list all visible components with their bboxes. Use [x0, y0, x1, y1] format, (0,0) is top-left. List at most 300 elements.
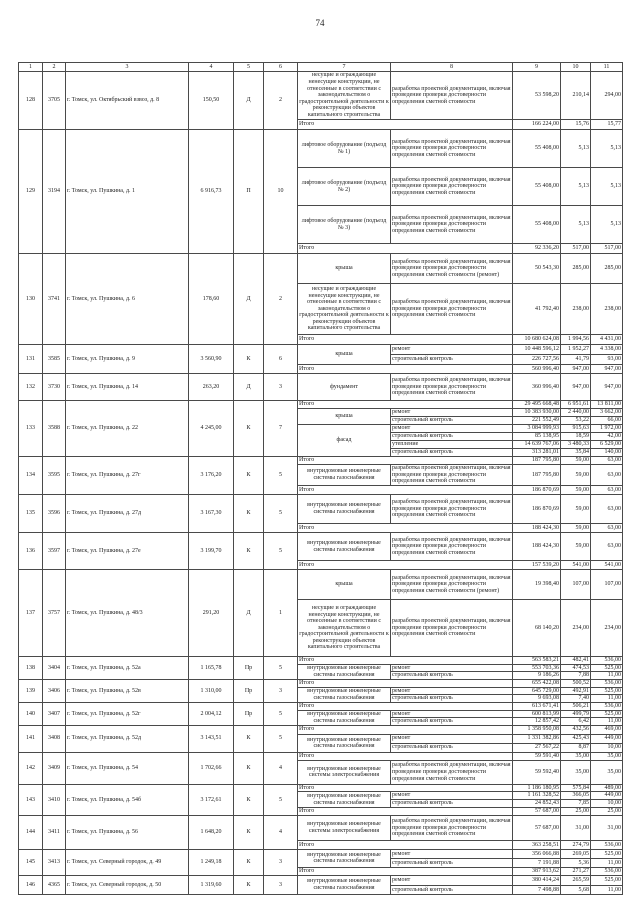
floors-cell: 5	[264, 657, 298, 680]
work-cell: ремонт	[391, 687, 513, 695]
work-cell: ремонт	[391, 792, 513, 800]
value-cell: 15,77	[591, 120, 623, 130]
work-cell: строительный контроль	[391, 672, 513, 680]
value-cell: 53 598,20	[513, 72, 561, 120]
area-cell: 6 916,73	[189, 130, 234, 254]
column-header-cell: 7	[298, 63, 391, 72]
value-cell: 525,00	[591, 710, 623, 718]
building-id-cell: 3597	[43, 533, 66, 570]
object-cell: лифтовое оборудование (подъезд № 1)	[298, 130, 391, 168]
work-cell: строительный контроль	[391, 695, 513, 703]
value-cell: 269,05	[561, 849, 591, 858]
type-cell: К	[234, 815, 264, 849]
value-cell: 31,00	[591, 815, 623, 840]
value-cell: 600 813,99	[513, 710, 561, 718]
value-cell: 19 398,40	[513, 570, 561, 600]
value-cell: 3 480,33	[561, 441, 591, 449]
itogo-cell: Итого	[298, 752, 513, 760]
floors-cell: 7	[264, 401, 298, 457]
table-row-line	[19, 401, 623, 409]
area-cell: 3 143,51	[189, 725, 234, 752]
address-cell: г. Томск, ул. Пушкина, д. 56	[66, 815, 189, 849]
floors-cell: 10	[264, 130, 298, 254]
value-cell: 613 671,41	[513, 702, 561, 710]
value-cell: 11,00	[591, 672, 623, 680]
object-cell: внутридомовые инженерные системы газоснабжения	[298, 465, 391, 486]
itogo-cell: Итого	[298, 524, 513, 533]
object-cell: внутридомовые инженерные системы электроснабжения	[298, 815, 391, 840]
value-cell: 5,13	[561, 130, 591, 168]
table-row-line	[19, 254, 623, 284]
value-cell: 6 529,00	[591, 441, 623, 449]
column-header-cell: 8	[391, 63, 513, 72]
value-cell: 63,00	[591, 457, 623, 465]
floors-cell: 3	[264, 374, 298, 401]
value-cell: 285,00	[591, 254, 623, 284]
address-cell: г. Томск, ул. Пушкина, д. 27д	[66, 495, 189, 533]
value-cell: 41,79	[561, 355, 591, 365]
value-cell: 55 408,00	[513, 130, 561, 168]
floors-cell: 3	[264, 875, 298, 894]
value-cell: 1 161 328,52	[513, 792, 561, 800]
column-header-cell: 11	[591, 63, 623, 72]
floors-cell: 2	[264, 254, 298, 345]
value-cell: 68 140,20	[513, 600, 561, 657]
value-cell: 655 422,08	[513, 679, 561, 687]
itogo-cell: Итого	[298, 784, 513, 792]
type-cell: Д	[234, 72, 264, 130]
value-cell: 482,41	[561, 657, 591, 665]
floors-cell: 4	[264, 752, 298, 784]
area-cell: 150,50	[189, 72, 234, 130]
area-cell: 3 167,30	[189, 495, 234, 533]
row-number-cell: 134	[19, 457, 43, 495]
value-cell: 506,21	[561, 702, 591, 710]
value-cell: 188 424,30	[513, 524, 561, 533]
building-id-cell: 3404	[43, 657, 66, 680]
value-cell: 500,52	[561, 679, 591, 687]
area-cell: 3 176,20	[189, 457, 234, 495]
value-cell: 7 498,88	[513, 885, 561, 894]
value-cell: 92 336,20	[513, 244, 561, 254]
row-number-cell: 129	[19, 130, 43, 254]
value-cell: 360 996,40	[513, 374, 561, 401]
building-id-cell: 3409	[43, 752, 66, 784]
value-cell: 536,00	[591, 679, 623, 687]
work-cell: разработка проектной документации, включая проведение проверки достоверности определения сметной стоимости	[391, 815, 513, 840]
value-cell: 59,00	[561, 495, 591, 524]
floors-cell: 3	[264, 849, 298, 875]
itogo-cell: Итого	[298, 365, 513, 374]
area-cell: 3 560,90	[189, 345, 234, 374]
value-cell: 536,00	[591, 702, 623, 710]
table-row-line	[19, 374, 623, 401]
value-cell: 55 408,00	[513, 206, 561, 244]
value-cell: 525,00	[591, 687, 623, 695]
value-cell: 536,00	[591, 840, 623, 849]
type-cell: П	[234, 130, 264, 254]
work-cell: строительный контроль	[391, 885, 513, 894]
table-row-line	[19, 725, 623, 734]
floors-cell: 5	[264, 457, 298, 495]
area-cell: 1 702,66	[189, 752, 234, 784]
value-cell: 63,00	[591, 465, 623, 486]
value-cell: 157 539,20	[513, 561, 561, 570]
floors-cell: 1	[264, 570, 298, 657]
work-cell: строительный контроль	[391, 355, 513, 365]
object-cell: внутридомовые инженерные системы газоснабжения	[298, 710, 391, 725]
value-cell: 563 583,21	[513, 657, 561, 665]
value-cell: 59,00	[561, 465, 591, 486]
object-cell: фасад	[298, 425, 391, 457]
itogo-cell: Итого	[298, 561, 513, 570]
floors-cell: 4	[264, 815, 298, 849]
table-row-line	[19, 533, 623, 561]
value-cell: 425,43	[561, 734, 591, 743]
value-cell: 59,00	[561, 457, 591, 465]
table-row-line	[19, 752, 623, 760]
value-cell: 10,00	[591, 743, 623, 752]
value-cell: 449,00	[591, 792, 623, 800]
value-cell: 380 414,24	[513, 875, 561, 885]
value-cell: 63,00	[591, 495, 623, 524]
column-header-cell: 6	[264, 63, 298, 72]
value-cell: 387 913,62	[513, 867, 561, 875]
building-id-cell: 3406	[43, 679, 66, 702]
building-id-cell: 4365	[43, 875, 66, 894]
table-row-line	[19, 784, 623, 792]
value-cell: 947,00	[591, 374, 623, 401]
value-cell: 265,59	[561, 875, 591, 885]
building-id-cell: 3705	[43, 72, 66, 130]
floors-cell: 5	[264, 725, 298, 752]
value-cell: 66,00	[591, 417, 623, 425]
object-cell: внутридомовые инженерные системы электроснабжения	[298, 760, 391, 784]
row-number-cell: 133	[19, 401, 43, 457]
table-header-row	[19, 63, 623, 72]
object-cell: внутридомовые инженерные системы газоснабжения	[298, 875, 391, 894]
value-cell: 24 852,43	[513, 799, 561, 807]
building-id-cell: 3407	[43, 702, 66, 725]
itogo-cell: Итого	[298, 725, 513, 734]
value-cell: 2 440,00	[561, 409, 591, 417]
column-header-cell: 10	[561, 63, 591, 72]
value-cell: 366,05	[561, 792, 591, 800]
value-cell: 35,00	[561, 760, 591, 784]
column-header-cell: 5	[234, 63, 264, 72]
table-row-line	[19, 130, 623, 168]
value-cell: 55 408,00	[513, 168, 561, 206]
work-cell: разработка проектной документации, включая проведение проверки достоверности определения сметной стоимости	[391, 168, 513, 206]
value-cell: 186 870,69	[513, 486, 561, 495]
table-row-line	[19, 657, 623, 665]
value-cell: 63,00	[591, 524, 623, 533]
value-cell: 5,13	[591, 168, 623, 206]
building-id-cell: 3194	[43, 130, 66, 254]
work-cell: строительный контроль	[391, 417, 513, 425]
main-table	[18, 62, 623, 895]
object-cell: внутридомовые инженерные системы газоснабжения	[298, 849, 391, 867]
value-cell: 107,00	[591, 570, 623, 600]
type-cell: Пр	[234, 702, 264, 725]
row-number-cell: 136	[19, 533, 43, 570]
building-id-cell: 3757	[43, 570, 66, 657]
value-cell: 31,00	[561, 815, 591, 840]
address-cell: г. Томск, ул. Пушкина, д. 27г	[66, 457, 189, 495]
value-cell: 449,00	[591, 734, 623, 743]
itogo-cell: Итого	[298, 120, 513, 130]
row-number-cell: 143	[19, 784, 43, 815]
value-cell: 18,59	[561, 433, 591, 441]
type-cell: К	[234, 457, 264, 495]
value-cell: 25,00	[591, 807, 623, 815]
value-cell: 188 424,30	[513, 533, 561, 561]
itogo-cell: Итого	[298, 867, 513, 875]
work-cell: строительный контроль	[391, 743, 513, 752]
floors-cell: 6	[264, 345, 298, 374]
itogo-cell: Итого	[298, 486, 513, 495]
building-id-cell: 3410	[43, 784, 66, 815]
address-cell: г. Томск, ул. Пушкина, д. 52г	[66, 702, 189, 725]
work-cell: разработка проектной документации, включая проведение проверки достоверности определения сметной стоимости	[391, 600, 513, 657]
value-cell: 187 795,80	[513, 465, 561, 486]
value-cell: 5,36	[561, 858, 591, 867]
value-cell: 53,22	[561, 417, 591, 425]
object-cell: несущие и ограждающие ненесущие конструкции, не отнесенные в соответствии с законодательством о градостроительной деятельности к реконструкции объектов капитального строительства	[298, 600, 391, 657]
value-cell: 489,00	[591, 784, 623, 792]
column-header-cell: 2	[43, 63, 66, 72]
address-cell: г. Томск, ул. Пушкина, д. 9	[66, 345, 189, 374]
object-cell: внутридомовые инженерные системы газоснабжения	[298, 533, 391, 561]
work-cell: ремонт	[391, 345, 513, 355]
work-cell: ремонт	[391, 875, 513, 885]
value-cell: 5,13	[591, 206, 623, 244]
work-cell: разработка проектной документации, включая проведение проверки достоверности определения сметной стоимости	[391, 495, 513, 524]
value-cell: 187 795,80	[513, 457, 561, 465]
value-cell: 1 358 950,08	[513, 725, 561, 734]
row-number-cell: 128	[19, 72, 43, 130]
row-number-cell: 138	[19, 657, 43, 680]
value-cell: 10 680 624,08	[513, 335, 561, 345]
value-cell: 5,68	[561, 885, 591, 894]
address-cell: г. Томск, ул. Пушкина, д. 27е	[66, 533, 189, 570]
column-header-cell: 1	[19, 63, 43, 72]
row-number-cell: 142	[19, 752, 43, 784]
type-cell: К	[234, 533, 264, 570]
work-cell: разработка проектной документации, включая проведение проверки достоверности определения сметной стоимости	[391, 760, 513, 784]
value-cell: 234,00	[561, 600, 591, 657]
address-cell: г. Томск, ул. Пушкина, д. 48/3	[66, 570, 189, 657]
value-cell: 356 066,88	[513, 849, 561, 858]
floors-cell: 2	[264, 72, 298, 130]
building-id-cell: 3730	[43, 374, 66, 401]
itogo-cell: Итого	[298, 702, 513, 710]
work-cell: ремонт	[391, 664, 513, 672]
object-cell: крыша	[298, 254, 391, 284]
value-cell: 536,00	[591, 867, 623, 875]
work-cell: разработка проектной документации, включая проведение проверки достоверности определения сметной стоимости	[391, 206, 513, 244]
work-cell: ремонт	[391, 734, 513, 743]
value-cell: 29 495 668,48	[513, 401, 561, 409]
value-cell: 35,00	[561, 752, 591, 760]
value-cell: 3 662,00	[591, 409, 623, 417]
value-cell: 560 996,40	[513, 365, 561, 374]
object-cell: внутридомовые инженерные системы газоснабжения	[298, 687, 391, 702]
type-cell: К	[234, 725, 264, 752]
table-row-line	[19, 875, 623, 885]
area-cell: 1 165,78	[189, 657, 234, 680]
value-cell: 1 972,00	[591, 425, 623, 433]
itogo-cell: Итого	[298, 840, 513, 849]
address-cell: г. Томск, ул. Северный городок, д. 50	[66, 875, 189, 894]
value-cell: 59,00	[561, 524, 591, 533]
address-cell: г. Томск, ул. Северный городок, д. 49	[66, 849, 189, 875]
value-cell: 59,00	[561, 533, 591, 561]
value-cell: 9 186,26	[513, 672, 561, 680]
object-cell: несущие и ограждающие ненесущие конструкции, не отнесенные в соответствии с законодательством о градостроительной деятельности к реконструкции объектов капитального строительства	[299, 72, 389, 118]
area-cell: 1 648,20	[189, 815, 234, 849]
area-cell: 2 004,12	[189, 702, 234, 725]
area-cell: 1 310,00	[189, 679, 234, 702]
column-header-cell: 9	[513, 63, 561, 72]
value-cell: 5,13	[591, 130, 623, 168]
value-cell: 274,79	[561, 840, 591, 849]
work-cell: строительный контроль	[391, 449, 513, 457]
value-cell: 1 331 382,86	[513, 734, 561, 743]
address-cell: г. Томск, ул. Пушкина, д. 52а	[66, 657, 189, 680]
table-row-line	[19, 345, 623, 355]
object-cell: фундамент	[298, 374, 391, 401]
building-id-cell: 3588	[43, 401, 66, 457]
value-cell: 3 084 999,93	[513, 425, 561, 433]
value-cell: 85 138,95	[513, 433, 561, 441]
value-cell: 186 870,69	[513, 495, 561, 524]
building-id-cell: 3585	[43, 345, 66, 374]
value-cell: 63,00	[591, 533, 623, 561]
row-number-cell: 132	[19, 374, 43, 401]
row-number-cell: 135	[19, 495, 43, 533]
table-row-line	[19, 849, 623, 858]
value-cell: 5,13	[561, 206, 591, 244]
value-cell: 499,79	[561, 710, 591, 718]
column-header-cell: 3	[66, 63, 189, 72]
value-cell: 35,00	[591, 752, 623, 760]
value-cell: 1 994,56	[561, 335, 591, 345]
value-cell: 35,00	[591, 760, 623, 784]
work-cell: строительный контроль	[391, 799, 513, 807]
type-cell: К	[234, 401, 264, 457]
object-cell: крыша	[298, 570, 391, 600]
value-cell: 13 811,00	[591, 401, 623, 409]
value-cell: 7 191,88	[513, 858, 561, 867]
itogo-cell: Итого	[298, 244, 513, 254]
type-cell: К	[234, 875, 264, 894]
type-cell: К	[234, 495, 264, 533]
value-cell: 59,00	[561, 486, 591, 495]
value-cell: 15,76	[561, 120, 591, 130]
value-cell: 107,00	[561, 570, 591, 600]
work-cell: разработка проектной документации, включая проведение проверки достоверности определения сметной стоимости	[391, 533, 513, 561]
building-id-cell: 3741	[43, 254, 66, 345]
value-cell: 238,00	[591, 284, 623, 335]
address-cell: г. Томск, ул. Пушкина, д. 1	[66, 130, 189, 254]
type-cell: Д	[234, 254, 264, 345]
row-number-cell: 145	[19, 849, 43, 875]
area-cell: 1 249,18	[189, 849, 234, 875]
table-row-line	[19, 702, 623, 710]
value-cell: 432,56	[561, 725, 591, 734]
table-row-line	[19, 457, 623, 465]
type-cell: Пр	[234, 657, 264, 680]
building-id-cell: 3596	[43, 495, 66, 533]
value-cell: 469,00	[591, 725, 623, 734]
type-cell: Д	[234, 374, 264, 401]
type-cell: Пр	[234, 679, 264, 702]
work-cell: разработка проектной документации, включая проведение проверки достоверности определения сметной стоимости (ремонт)	[391, 254, 513, 284]
value-cell: 210,14	[561, 72, 591, 120]
address-cell: г. Томск, ул. Пушкина, д. 22	[66, 401, 189, 457]
page-number: 74	[315, 18, 325, 28]
object-cell: крыша	[298, 409, 391, 425]
value-cell: 525,00	[591, 849, 623, 858]
value-cell: 947,00	[591, 365, 623, 374]
value-cell: 35,84	[561, 449, 591, 457]
value-cell: 57 687,00	[513, 807, 561, 815]
value-cell: 10,00	[591, 799, 623, 807]
value-cell: 10 448 596,12	[513, 345, 561, 355]
row-number-cell: 139	[19, 679, 43, 702]
row-number-cell: 130	[19, 254, 43, 345]
value-cell: 59 592,40	[513, 760, 561, 784]
value-cell: 11,00	[591, 885, 623, 894]
value-cell: 27 567,22	[513, 743, 561, 752]
address-cell: г. Томск, ул. Пушкина, д. 52в	[66, 679, 189, 702]
area-cell: 4 245,00	[189, 401, 234, 457]
itogo-cell: Итого	[298, 679, 513, 687]
value-cell: 4 431,00	[591, 335, 623, 345]
work-cell: ремонт	[391, 710, 513, 718]
value-cell: 57 687,00	[513, 815, 561, 840]
value-cell: 492,91	[561, 687, 591, 695]
value-cell: 7,88	[561, 672, 591, 680]
value-cell: 166 224,00	[513, 120, 561, 130]
itogo-cell: Итого	[298, 807, 513, 815]
value-cell: 541,00	[561, 561, 591, 570]
work-cell: разработка проектной документации, включая проведение проверки достоверности определения сметной стоимости	[391, 374, 513, 401]
value-cell: 12 857,42	[513, 718, 561, 726]
value-cell: 525,00	[591, 875, 623, 885]
work-cell: ремонт	[391, 425, 513, 433]
floors-cell: 5	[264, 495, 298, 533]
work-cell: разработка проектной документации, включая проведение проверки достоверности определения сметной стоимости (ремонт)	[391, 570, 513, 600]
value-cell: 525,00	[591, 664, 623, 672]
value-cell: 234,00	[591, 600, 623, 657]
value-cell: 41 792,40	[513, 284, 561, 335]
table-row-line	[19, 570, 623, 600]
work-cell: ремонт	[391, 409, 513, 417]
type-cell: К	[234, 849, 264, 875]
work-cell: разработка проектной документации, включая проведение проверки достоверности определения сметной стоимости	[391, 130, 513, 168]
type-cell: К	[234, 345, 264, 374]
object-cell: крыша	[298, 345, 391, 365]
value-cell: 10 383 930,00	[513, 409, 561, 417]
value-cell: 7,85	[561, 799, 591, 807]
table-row-line	[19, 495, 623, 524]
area-cell: 3 199,70	[189, 533, 234, 570]
value-cell: 14 639 767,06	[513, 441, 561, 449]
work-cell: разработка проектной документации, включая проведение проверки достоверности определения сметной стоимости	[392, 465, 511, 485]
value-cell: 536,00	[591, 657, 623, 665]
